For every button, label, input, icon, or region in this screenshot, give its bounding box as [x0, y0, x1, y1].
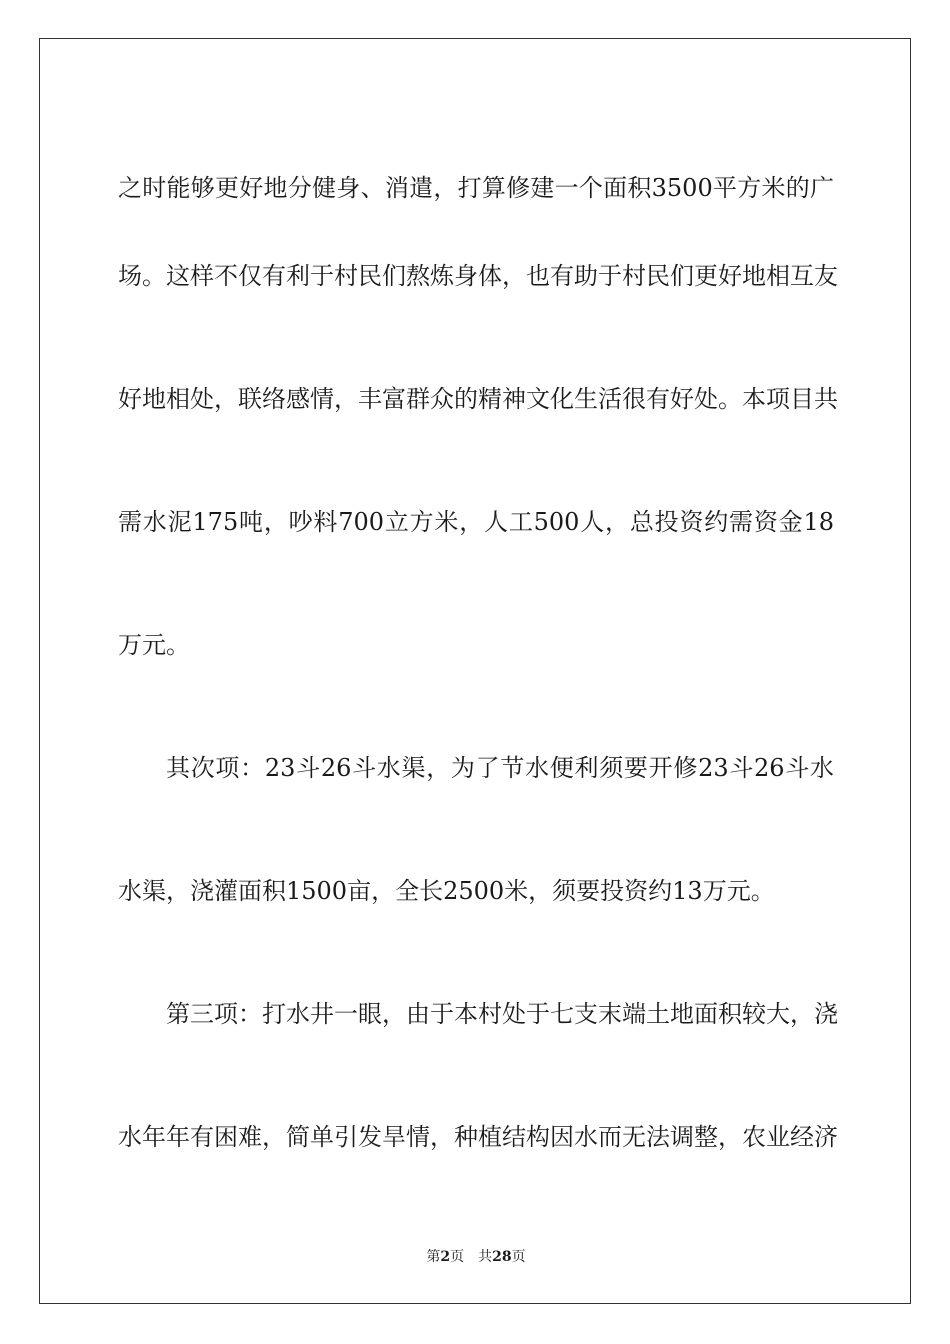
page-suffix: 页	[450, 1249, 465, 1265]
page-frame	[39, 38, 911, 1304]
total-prefix: 共	[478, 1249, 493, 1265]
total-suffix: 页	[511, 1249, 526, 1265]
text-line-1: 之时能够更好地分健身、消遣，打算修建一个面积3500平方米的广	[118, 174, 834, 202]
text-line-7: 水渠，浇灌面积1500亩，全长2500米，须要投资约13万元。	[118, 877, 775, 905]
page-number: 2	[440, 1249, 451, 1265]
text-line-9: 水年年有困难，简单引发旱情，种植结构因水而无法调整，农业经济	[118, 1123, 838, 1151]
page-prefix: 第	[426, 1249, 441, 1265]
text-line-5: 万元。	[118, 631, 190, 659]
text-line-6: 其次项：23斗26斗水渠，为了节水便利须要开修23斗26斗水	[166, 754, 834, 782]
text-line-3: 好地相处，联络感情，丰富群众的精神文化生活很有好处。本项目共	[118, 385, 838, 413]
text-line-2: 场。这样不仅有利于村民们熬炼身体，也有助于村民们更好地相互友	[118, 262, 838, 290]
text-line-8: 第三项：打水井一眼，由于本村处于七支末端土地面积较大，浇	[166, 1000, 838, 1028]
text-line-4: 需水泥175吨，吵料700立方米，人工500人，总投资约需资金18	[118, 508, 834, 536]
total-pages: 28	[492, 1249, 512, 1265]
page-footer	[40, 1248, 912, 1266]
